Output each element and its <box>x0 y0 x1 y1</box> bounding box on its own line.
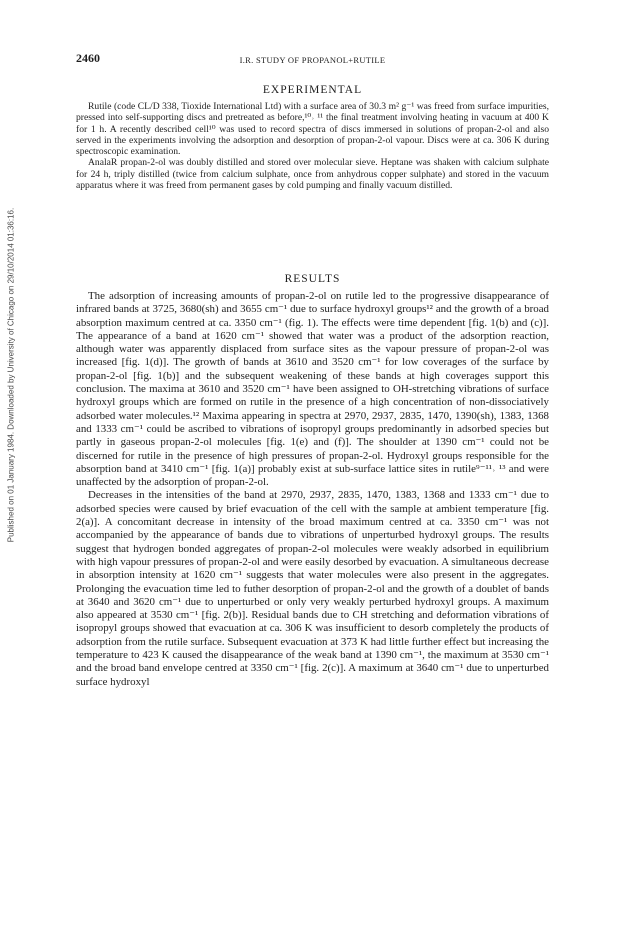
download-watermark <box>4 160 18 590</box>
paragraph: AnalaR propan-2-ol was doubly distilled and stored over molecular sieve. Heptane was shaken with calcium sulphate for 24 h, triply distilled (twice from calcium sulphate, once from anhydrous copper sulphate) and stored in the vacuum apparatus where it was freed from permanent gases by cold pumping and finally vacuum distilled. <box>76 157 549 192</box>
experimental-section <box>76 101 549 191</box>
results-section <box>76 290 549 689</box>
paragraph: Rutile (code CL/D 338, Tioxide International Ltd) with a surface area of 30.3 m² g⁻¹ was freed from surface impurities, pressed into self-supporting discs and pretreated as before,¹⁰˒ ¹¹ the final treatment involving heating in vacuum at 400 K for 1 h. A recently described cell¹⁰ was used to record spectra of discs immersed in solutions of propan-2-ol and also served in the experiments involving the adsorption and desorption of propan-2-ol vapour. Discs were at ca. 306 K during spectroscopic examination. <box>76 101 549 158</box>
paragraph: The adsorption of increasing amounts of propan-2-ol on rutile led to the progressive disappearance of infrared bands at 3725, 3680(sh) and 3655 cm⁻¹ due to surface hydroxyl groups¹² and the growth of a broad absorption maximum centred at ca. 3350 cm⁻¹ (fig. 1). The effects were time dependent [fig. 1(b) and (c)]. The appearance of a band at 1620 cm⁻¹ showed that water was a product of the adsorption reaction, although water was apparently displaced from surface sites as the vapour pressure of propan-2-ol was increased [fig. 1(d)]. The growth of bands at 3610 and 3520 cm⁻¹ for low coverages of the surface by propan-2-ol [fig. 1(b)] and the subsequent weakening of these bands at high coverages support this conclusion. The maxima at 3610 and 3520 cm⁻¹ have been assigned to OH-stretching vibrations of surface hydroxyl groups which are formed on rutile in the presence of a high concentration of non-dissociatively adsorbed water molecules.¹² Maxima appearing in spectra at 2970, 2937, 2835, 1470, 1390(sh), 1383, 1368 and 1333 cm⁻¹ could be ascribed to vibrations of isopropyl groups predominantly in adsorbed species but partly in gaseous propan-2-ol molecules [fig. 1(e) and (f)]. The shoulder at 1390 cm⁻¹ could not be discerned for rutile in the presence of high pressures of propan-2-ol. Hydroxyl groups responsible for the absorption band at 3410 cm⁻¹ [fig. 1(a)] probably exist at sub-surface lattice sites in rutile⁹⁻¹¹˒ ¹³ and were unaffected by the adsorption of propan-2-ol. <box>76 290 549 489</box>
heading-experimental: EXPERIMENTAL <box>262 84 363 96</box>
paragraph: Decreases in the intensities of the band at 2970, 2937, 2835, 1470, 1383, 1368 and 1333 cm⁻¹ due to adsorbed species were caused by brief evacuation of the cell with the sample at ambient temperature [fig. 2(a)]. A concomitant decrease in intensity of the broad maximum centred at ca. 3350 cm⁻¹ was not accompanied by the appearance of bands due to vibrations of unperturbed hydroxyl groups. The results suggest that hydrogen bonded aggregates of propan-2-ol molecules were weakly adsorbed in equilibrium with high vapour pressures of propan-2-ol and were easily desorbed by evacuation. A simultaneous decrease in absorption intensity at 1620 cm⁻¹ suggests that water molecules were also present in the aggregates. Prolonging the evacuation time led to futher desorption of propan-2-ol and the growth of a doublet of bands at 3640 and 3620 cm⁻¹ due to unperturbed or only very weakly perturbed hydroxyl groups. A maximum also appeared at 3530 cm⁻¹ [fig. 2(b)]. Residual bands due to CH stretching and deformation vibrations of isopropyl groups showed that evacuation at ca. 306 K was insufficient to desorb completely the products of adsorption from the rutile surface. Subsequent evacuation at 373 K had little further effect but increasing the temperature to 423 K caused the disappearance of the weak band at 1390 cm⁻¹, the maximum at 3530 cm⁻¹ and the broad band envelope centred at 3350 cm⁻¹ [fig. 2(c)]. A maximum at 3640 cm⁻¹ due to unperturbed surface hydroxyl <box>76 489 549 688</box>
download-watermark-text: Published on 01 January 1984. Downloaded by University of Chicago on 29/10/2014 01:36:16. <box>6 207 16 543</box>
page-number: 2460 <box>76 51 100 65</box>
heading-results: RESULTS <box>284 273 341 285</box>
running-head: I.R. STUDY OF PROPANOL+RUTILE <box>239 55 386 65</box>
